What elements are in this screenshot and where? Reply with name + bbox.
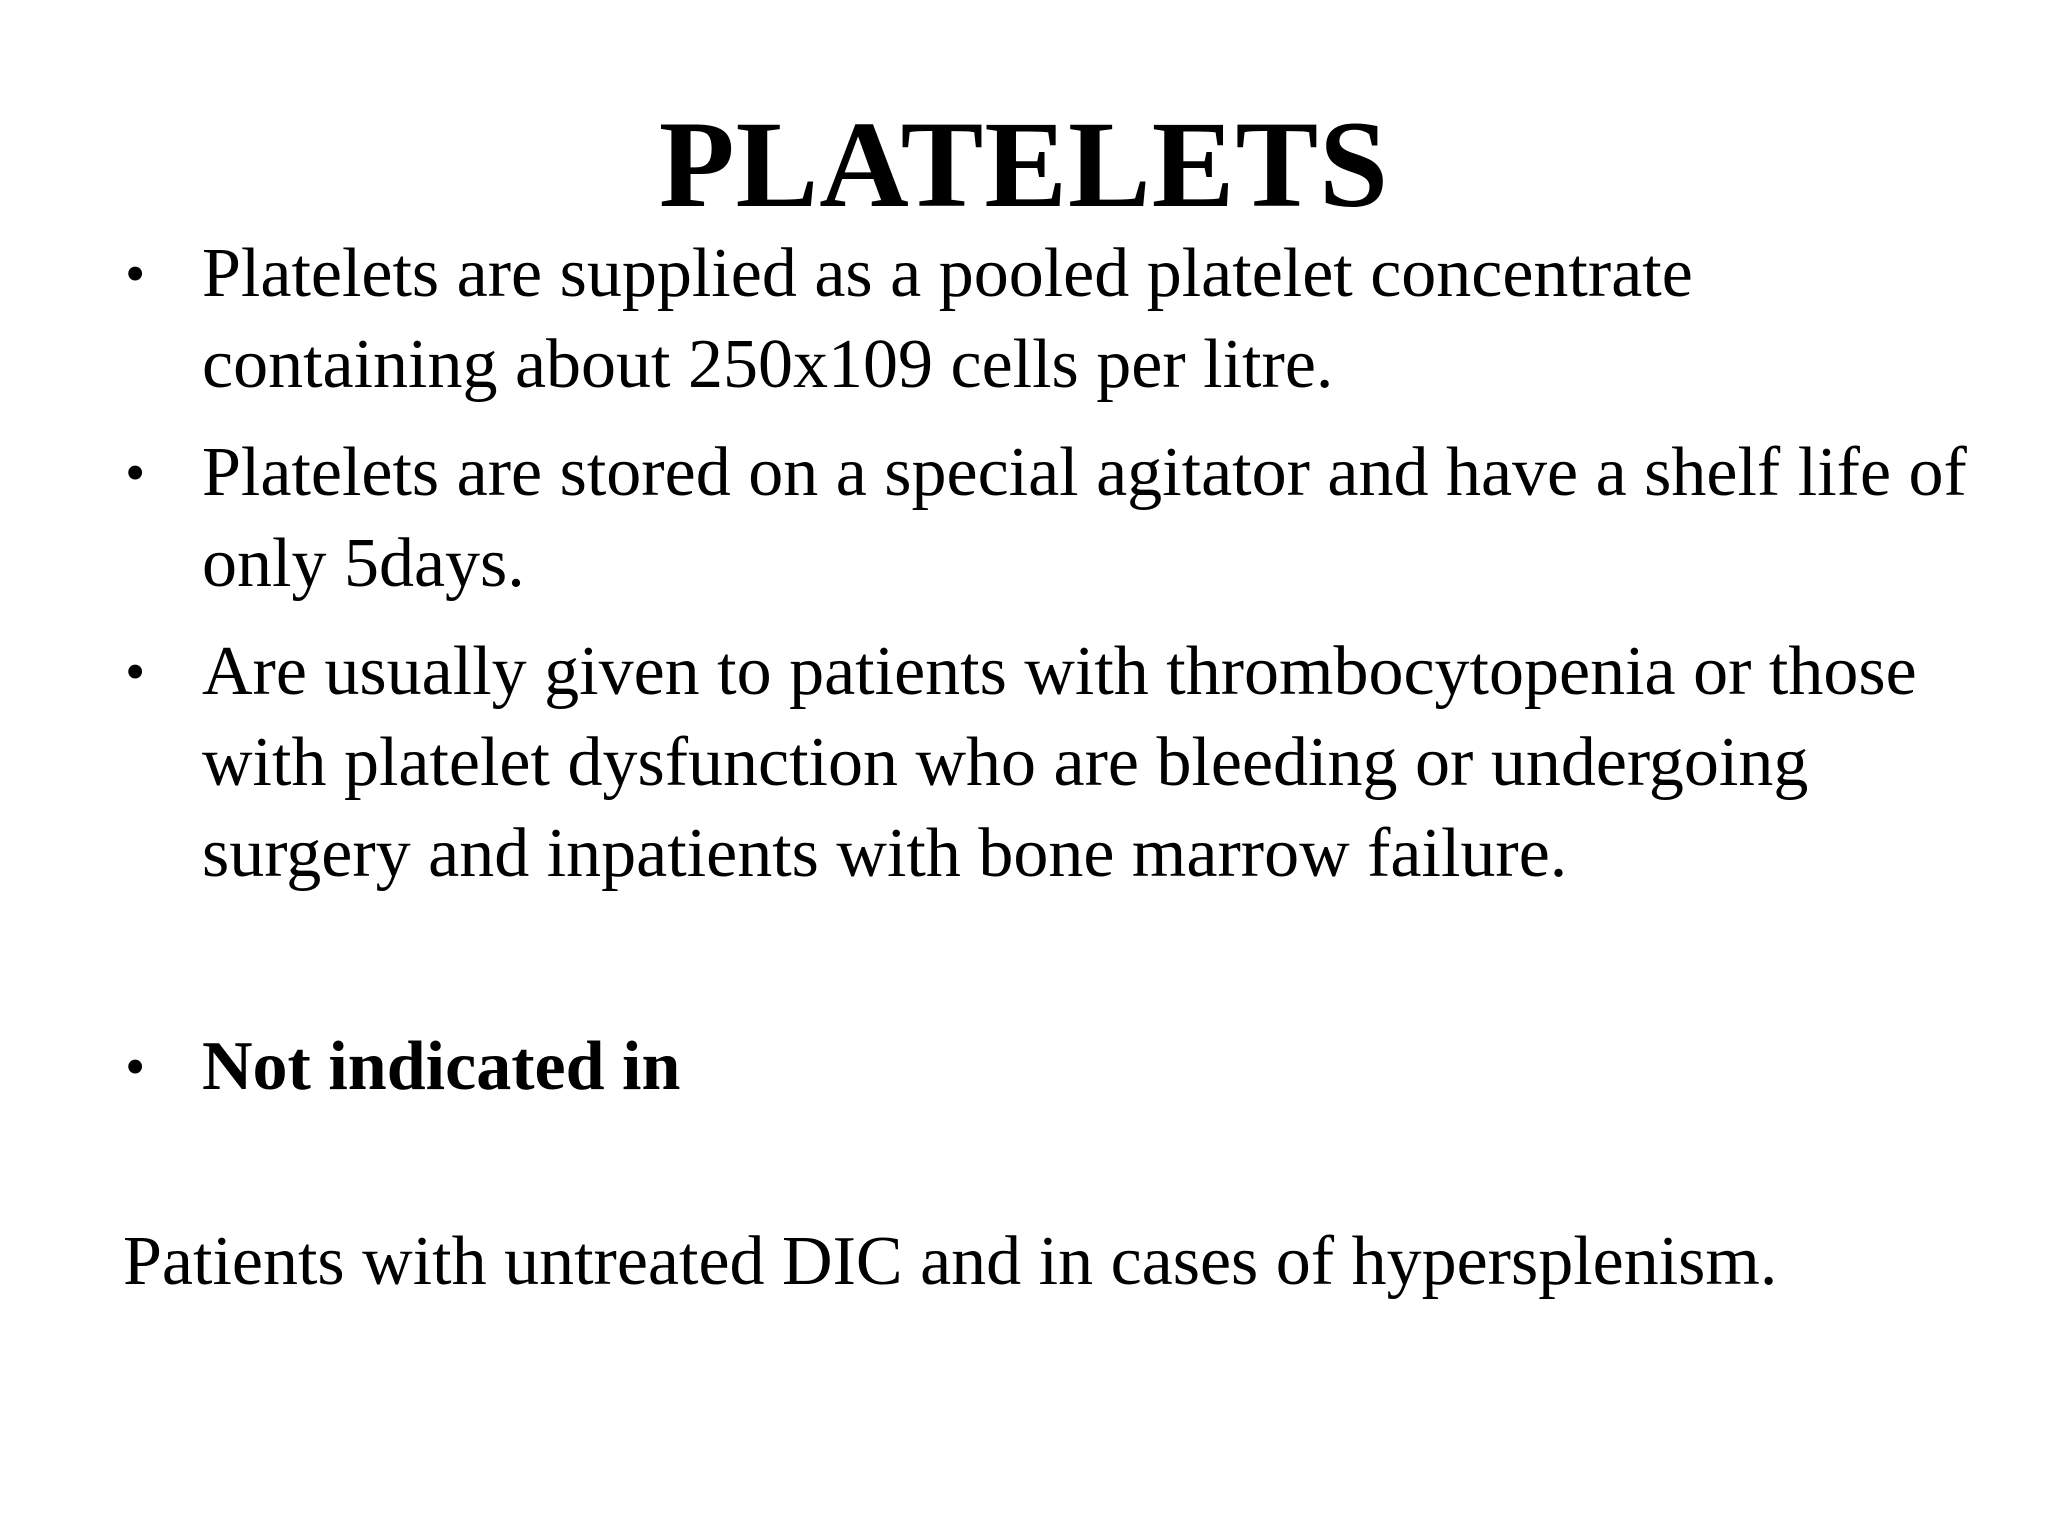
bullet-dot-icon: • — [125, 241, 146, 306]
bullet-dot-icon: • — [125, 639, 146, 704]
contraindication-text: Patients with untreated DIC and in cases of hypersplenism. — [123, 1223, 1778, 1300]
bullet-item-not-indicated — [118, 1021, 1978, 1112]
slide-title: PLATELETS — [658, 96, 1390, 233]
bullet-list — [118, 228, 1978, 1129]
bullet-text: Platelets are stored on a special agitator and have a shelf life of only 5days. — [202, 434, 1967, 602]
bullet-text: Are usually given to patients with thrombocytopenia or those with platelet dysfunction who are bleeding or undergoing surgery and inpatients with bone marrow failure. — [202, 633, 1917, 892]
bullet-dot-icon: • — [125, 440, 146, 505]
bullet-item-storage — [118, 427, 1978, 609]
bullet-item-supply — [118, 228, 1978, 410]
bullet-dot-icon: • — [125, 1034, 146, 1099]
bullet-item-indications — [118, 626, 1978, 899]
bullet-text: Platelets are supplied as a pooled platelet concentrate containing about 250x109 cells per litre. — [202, 235, 1693, 403]
bullet-text: Not indicated in — [202, 1028, 681, 1105]
